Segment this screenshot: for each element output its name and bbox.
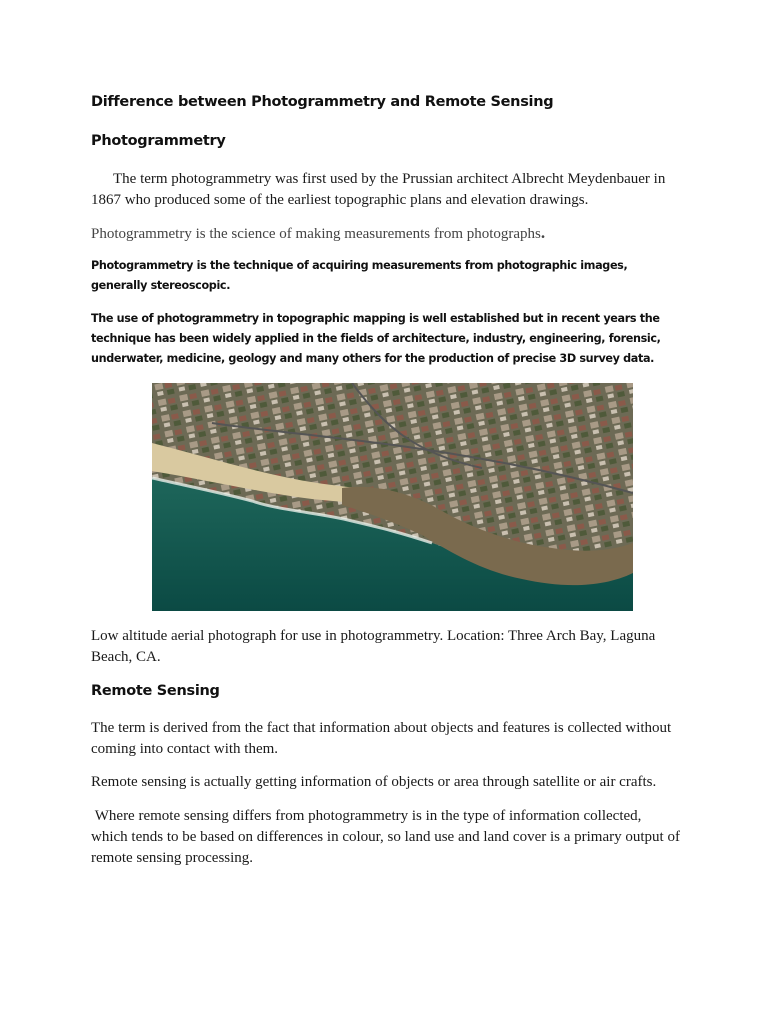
origin-text: The term photogrammetry was first used by the Prussian architect Albrecht Meydenbauer in 1867 who produced some of the earliest topographic plans and elevation drawings. — [91, 171, 666, 208]
photogrammetry-paragraph-origin — [91, 169, 681, 211]
remote-sensing-paragraph-difference: Where remote sensing differs from photogrammetry is in the type of information collected, which tends to be based on differences in colour, so land use and land cover is a primary output of remote sensing processing. — [91, 808, 684, 866]
aerial-photograph-illustration — [152, 383, 633, 611]
remote-sensing-paragraph-definition: Remote sensing is actually getting information of objects or area through satellite or air crafts. — [91, 774, 657, 790]
remote-sensing-paragraph-derivation: The term is derived from the fact that information about objects and features is collected without coming into contact with them. — [91, 720, 672, 757]
photogrammetry-heading: Photogrammetry — [91, 133, 226, 149]
photogrammetry-paragraph-technique: Photogrammetry is the technique of acquiring measurements from photographic images, generally stereoscopic. — [91, 259, 628, 292]
remote-sensing-heading: Remote Sensing — [91, 683, 220, 699]
photogrammetry-paragraph-definition — [91, 222, 681, 245]
definition-period: . — [540, 223, 546, 242]
photogrammetry-paragraph-applications: The use of photogrammetry in topographic mapping is well established but in recent years the technique has been widely applied in the fields of architecture, industry, engineering, forensic, underwater, medicine, geology and many others for the production of precise 3D survey data. — [91, 312, 661, 365]
photo-caption: Low altitude aerial photograph for use in photogrammetry. Location: Three Arch Bay, Laguna Beach, CA. — [91, 628, 656, 665]
document-title: Difference between Photogrammetry and Remote Sensing — [91, 94, 554, 110]
definition-text: Photogrammetry is the science of making measurements from photographs — [91, 226, 541, 242]
aerial-photograph — [152, 383, 633, 611]
